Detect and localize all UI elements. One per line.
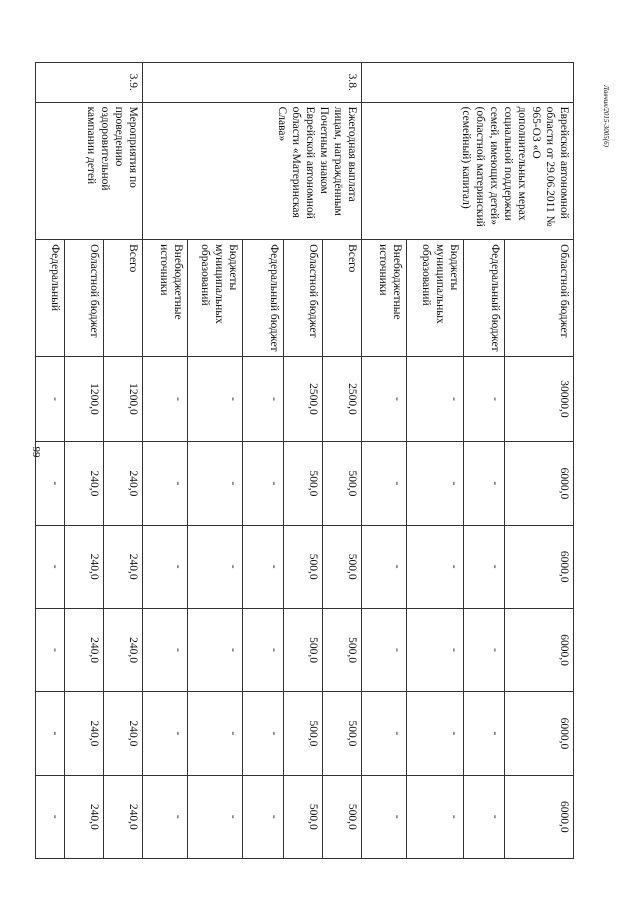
value-cell: 500,0 [323, 608, 362, 691]
value-cell: - [362, 692, 407, 775]
source-cell: Областной бюджет [284, 240, 323, 357]
value-cell: 6000,0 [505, 608, 574, 691]
value-cell: - [143, 442, 188, 525]
source-cell: Внебюджетные источники [362, 240, 407, 357]
value-cell: - [243, 442, 284, 525]
row-number-cell: 3.9. [36, 63, 143, 103]
value-cell: - [362, 525, 407, 608]
value-cell: 6000,0 [505, 442, 574, 525]
value-cell: 500,0 [284, 525, 323, 608]
measure-description: Мероприятия по проведению оздоровительной кампании детей [36, 102, 143, 240]
value-cell: - [464, 442, 505, 525]
value-cell: - [407, 356, 464, 441]
value-cell: - [143, 525, 188, 608]
value-cell: 240,0 [104, 442, 143, 525]
value-cell: - [407, 775, 464, 858]
value-cell: - [464, 692, 505, 775]
value-cell: - [407, 692, 464, 775]
value-cell: - [362, 608, 407, 691]
value-cell: 6000,0 [505, 692, 574, 775]
table-row [323, 63, 362, 859]
value-cell: - [188, 692, 243, 775]
value-cell: - [188, 442, 243, 525]
value-cell: - [407, 608, 464, 691]
source-cell: Бюджеты муниципальных образований [407, 240, 464, 357]
value-cell: - [188, 608, 243, 691]
value-cell: - [464, 525, 505, 608]
value-cell: - [464, 608, 505, 691]
value-cell: 2500,0 [323, 356, 362, 441]
value-cell: 240,0 [104, 775, 143, 858]
row-number-cell [362, 63, 574, 103]
value-cell: 1200,0 [65, 356, 104, 441]
measure-description: Еврейской автономной области от 29.06.2011 № 965-ОЗ «О дополнительных мерах социальной поддержки семей, имеющих детей» (областной материнский (семейный) капитал) [362, 102, 574, 240]
value-cell: 240,0 [65, 775, 104, 858]
value-cell: - [36, 692, 65, 775]
value-cell: - [464, 356, 505, 441]
value-cell: 240,0 [104, 692, 143, 775]
row-number-cell: 3.8. [143, 63, 362, 103]
value-cell: 500,0 [284, 775, 323, 858]
value-cell: - [243, 608, 284, 691]
measure-description: Ежегодная выплата лицам, награждённым Почетным знаком Еврейской автономной области «Материнская Слава» [143, 102, 362, 240]
value-cell: - [362, 356, 407, 441]
value-cell: - [362, 775, 407, 858]
value-cell: - [188, 525, 243, 608]
value-cell: 240,0 [65, 442, 104, 525]
value-cell: 500,0 [284, 692, 323, 775]
value-cell: - [143, 608, 188, 691]
value-cell: - [36, 442, 65, 525]
footer-code: Лавчик/2015-3005(6) [602, 85, 610, 147]
value-cell: - [36, 525, 65, 608]
rotated-table-wrapper [49, 62, 574, 859]
value-cell: - [188, 775, 243, 858]
value-cell: - [362, 442, 407, 525]
source-cell: Федеральный бюджет [464, 240, 505, 357]
source-cell: Федеральный [36, 240, 65, 357]
table-row [505, 63, 574, 859]
value-cell: 240,0 [65, 692, 104, 775]
value-cell: 6000,0 [505, 775, 574, 858]
value-cell: 240,0 [65, 608, 104, 691]
value-cell: - [407, 442, 464, 525]
value-cell: 500,0 [284, 442, 323, 525]
value-cell: 500,0 [323, 692, 362, 775]
source-cell: Федеральный бюджет [243, 240, 284, 357]
value-cell: - [243, 356, 284, 441]
value-cell: 500,0 [323, 775, 362, 858]
value-cell: - [243, 525, 284, 608]
value-cell: - [36, 608, 65, 691]
value-cell: 1200,0 [104, 356, 143, 441]
value-cell: - [407, 525, 464, 608]
value-cell: - [143, 692, 188, 775]
value-cell: 240,0 [65, 525, 104, 608]
table-row [104, 63, 143, 859]
budget-table [35, 62, 574, 859]
source-cell: Бюджеты муниципальных образований [188, 240, 243, 357]
value-cell: - [143, 775, 188, 858]
value-cell: - [36, 356, 65, 441]
value-cell: 2500,0 [284, 356, 323, 441]
source-cell: Областной бюджет [65, 240, 104, 357]
value-cell: 240,0 [104, 525, 143, 608]
source-cell: Всего [104, 240, 143, 357]
value-cell: 500,0 [323, 442, 362, 525]
value-cell: 500,0 [323, 525, 362, 608]
value-cell: - [188, 356, 243, 441]
value-cell: 6000,0 [505, 525, 574, 608]
source-cell: Областной бюджет [505, 240, 574, 357]
value-cell: - [143, 356, 188, 441]
value-cell: - [36, 775, 65, 858]
value-cell: - [243, 692, 284, 775]
source-cell: Всего [323, 240, 362, 357]
value-cell: 500,0 [284, 608, 323, 691]
source-cell: Внебюджетные источники [143, 240, 188, 357]
value-cell: 30000,0 [505, 356, 574, 441]
value-cell: - [464, 775, 505, 858]
page-number: 99 [30, 446, 42, 458]
value-cell: - [243, 775, 284, 858]
value-cell: 240,0 [104, 608, 143, 691]
